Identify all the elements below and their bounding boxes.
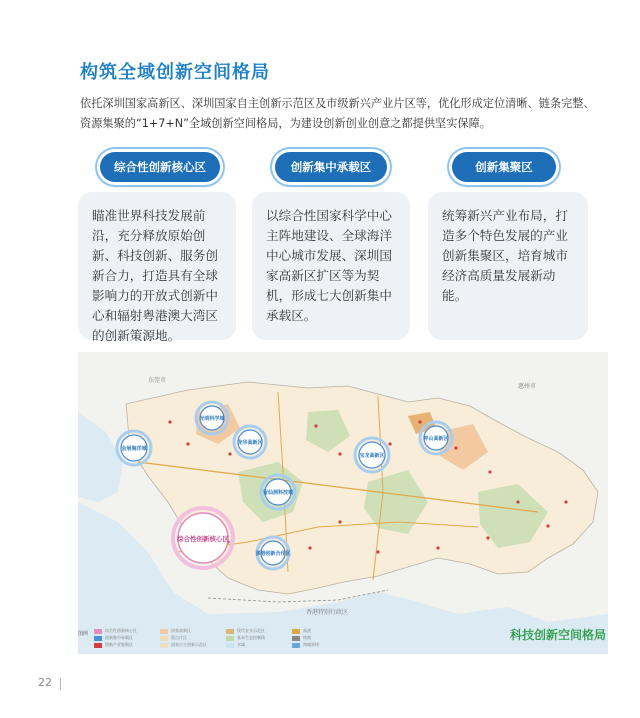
pill-cluster-zone — [452, 152, 556, 182]
circle-pingshan — [420, 422, 452, 454]
card-cluster-zone-text: 统筹新兴产业布局，打造多个特色发展的产业创新集聚区，培育城市经济高质量发展新动能。 — [442, 208, 568, 303]
legend-item — [94, 628, 137, 634]
legend-swatch — [292, 629, 300, 634]
legend-item — [226, 642, 245, 648]
page-number-divider — [60, 678, 61, 690]
pill-cluster-zone-label: 创新集聚区 — [475, 160, 533, 174]
map-legend — [78, 628, 498, 654]
legend-swatch — [160, 629, 168, 634]
circle-baolong-label: 宝龙高新区 — [359, 453, 385, 459]
circle-liuxiandong-label: 留仙洞科技城 — [262, 490, 294, 496]
pill-carrier-zone-label: 创新集中承载区 — [290, 160, 372, 174]
legend-item-label: 创新产业集聚区 — [105, 642, 133, 647]
legend-item — [160, 635, 187, 641]
circle-guangming — [196, 402, 228, 434]
pill-core-zone — [100, 152, 220, 182]
circle-core-zone-label: 综合性创新核心区 — [177, 535, 229, 543]
legend-item — [160, 642, 207, 648]
intro-paragraph: 依托深圳国家高新区、深圳国家自主创新示范区及市级新兴产业片区等，优化形成定位清晰、链条完整、资源集聚的“1+7+N”全域创新空间格局，为建设创新创业创意之都提供坚实保障。 — [80, 97, 595, 130]
legend-swatch — [292, 636, 300, 641]
card-carrier-zone-text: 以综合性国家科学中心主阵地建设、全球海洋中心城市发展、深圳国家高新区扩区等为契机，形成七大创新集中承载区。 — [266, 208, 392, 323]
page-title: 构筑全域创新空间格局 — [80, 62, 270, 83]
label-hongkong: 香港特别行政区 — [306, 609, 349, 616]
legend-item — [292, 635, 311, 641]
card-carrier-zone — [252, 192, 410, 340]
circle-pingshan-label: 坪山高新区 — [423, 436, 449, 442]
legend-item — [292, 628, 311, 634]
circle-huizhan — [117, 431, 151, 465]
legend-swatch — [94, 629, 102, 634]
label-huizhou: 惠州市 — [518, 383, 537, 390]
circle-shengang-label: 深港创新合作区 — [255, 551, 291, 557]
label-dongguan: 东莞市 — [148, 377, 167, 384]
page-number: 22 — [38, 676, 52, 689]
pill-carrier-zone — [275, 152, 387, 182]
legend-item-label: 创新集中承载区 — [105, 635, 133, 640]
legend-swatch — [226, 629, 234, 634]
legend-swatch — [160, 643, 168, 648]
circle-longhua-label: 龙华高新区 — [237, 440, 263, 446]
legend-item — [94, 642, 133, 648]
circle-shengang — [255, 537, 290, 569]
circle-liuxiandong — [261, 475, 295, 509]
card-core-zone-text: 瞄准世界科技发展前沿，充分释放原始创新、科技创新、服务创新合力，打造具有全球影响力的开放式创新中心和辐射粤港澳大湾区的创新策源地。 — [92, 208, 218, 343]
legend-item-label: 铁路 — [303, 635, 311, 640]
circle-core-zone — [173, 508, 233, 568]
circle-guangming-label: 光明科学城 — [199, 416, 225, 422]
circle-longhua — [234, 426, 266, 458]
card-core-zone — [78, 192, 236, 343]
legend-item — [160, 628, 191, 634]
legend-item-label: 现代农业示范区 — [237, 628, 265, 633]
legend-item-label: 国家高新区 — [171, 628, 191, 633]
legend-item-label: 基本生态控制线 — [237, 635, 265, 640]
legend-heading: 图例 — [78, 631, 89, 637]
circle-huizhan-label: 会展海洋城 — [121, 446, 147, 452]
innovation-map — [78, 352, 608, 654]
legend-item-label: 综合性创新核心区 — [105, 628, 137, 633]
legend-item-label: 高速 — [303, 628, 311, 633]
legend-item-label: 国家自主创新示范区 — [171, 642, 207, 647]
legend-swatch — [292, 643, 300, 648]
map-svg — [78, 352, 608, 654]
card-cluster-zone — [428, 192, 588, 340]
legend-item-label: 海域界线 — [303, 642, 319, 647]
legend-item — [94, 635, 133, 641]
legend-item — [226, 635, 265, 641]
legend-swatch — [160, 636, 168, 641]
legend-swatch — [226, 643, 234, 648]
legend-swatch — [94, 643, 102, 648]
legend-item-label: 重点片区 — [171, 635, 187, 640]
map-title: 科技创新空间格局 — [509, 628, 606, 642]
pill-core-zone-label: 综合性创新核心区 — [114, 160, 206, 174]
legend-item — [226, 628, 265, 634]
circle-baolong — [355, 438, 389, 472]
legend-swatch — [94, 636, 102, 641]
legend-item — [292, 642, 319, 648]
legend-item-label: 水域 — [237, 642, 245, 647]
legend-swatch — [226, 636, 234, 641]
